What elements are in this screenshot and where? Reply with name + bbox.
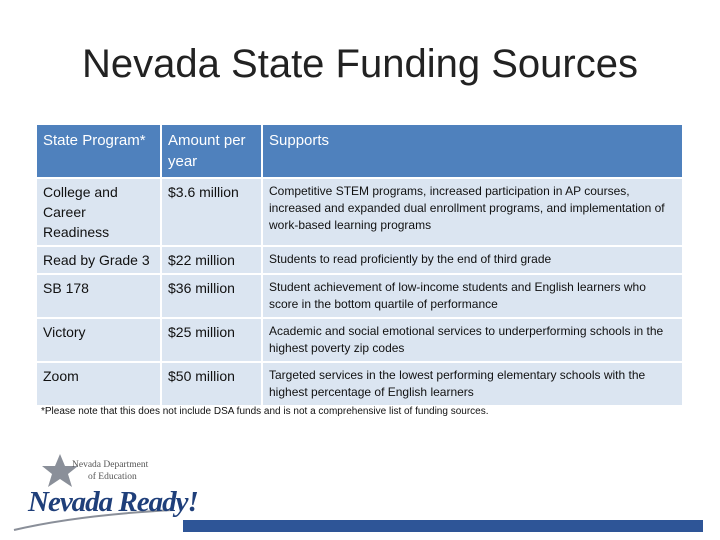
supports-cell: Competitive STEM programs, increased participation in AP courses, increased and expanded dual enrollment programs, and implementation of work-based learning programs xyxy=(263,179,684,247)
footer-bar xyxy=(183,520,703,532)
amount-cell: $22 million xyxy=(162,247,263,275)
supports-cell: Targeted services in the lowest performing elementary schools with the highest percentage of English learners xyxy=(263,363,684,407)
program-cell: Victory xyxy=(37,319,162,363)
amount-cell: $36 million xyxy=(162,275,263,319)
program-cell: Zoom xyxy=(37,363,162,407)
program-cell: Read by Grade 3 xyxy=(37,247,162,275)
table-row xyxy=(37,319,684,363)
nevada-ready-logo: Nevada Ready! xyxy=(28,486,198,518)
supports-cell: Student achievement of low-income students and English learners who score in the bottom quartile of performance xyxy=(263,275,684,319)
table-row xyxy=(37,179,684,247)
table-header-row xyxy=(37,125,684,179)
page-title: Nevada State Funding Sources xyxy=(82,42,638,86)
amount-cell: $3.6 million xyxy=(162,179,263,247)
table-row xyxy=(37,363,684,407)
supports-cell: Students to read proficiently by the end of third grade xyxy=(263,247,684,275)
amount-cell: $25 million xyxy=(162,319,263,363)
program-cell: College and Career Readiness xyxy=(37,179,162,247)
header-state-program: State Program* xyxy=(37,125,162,179)
footnote: *Please note that this does not include DSA funds and is not a comprehensive list of funding sources. xyxy=(41,406,489,417)
amount-cell: $50 million xyxy=(162,363,263,407)
table-row xyxy=(37,247,684,275)
header-amount: Amount per year xyxy=(162,125,263,179)
logo-line2: of Education xyxy=(88,472,137,482)
logo-line1: Nevada Department xyxy=(72,460,149,470)
table-row xyxy=(37,275,684,319)
supports-cell: Academic and social emotional services to underperforming schools in the highest poverty zip codes xyxy=(263,319,684,363)
header-supports: Supports xyxy=(263,125,684,179)
program-cell: SB 178 xyxy=(37,275,162,319)
funding-table xyxy=(37,125,684,407)
